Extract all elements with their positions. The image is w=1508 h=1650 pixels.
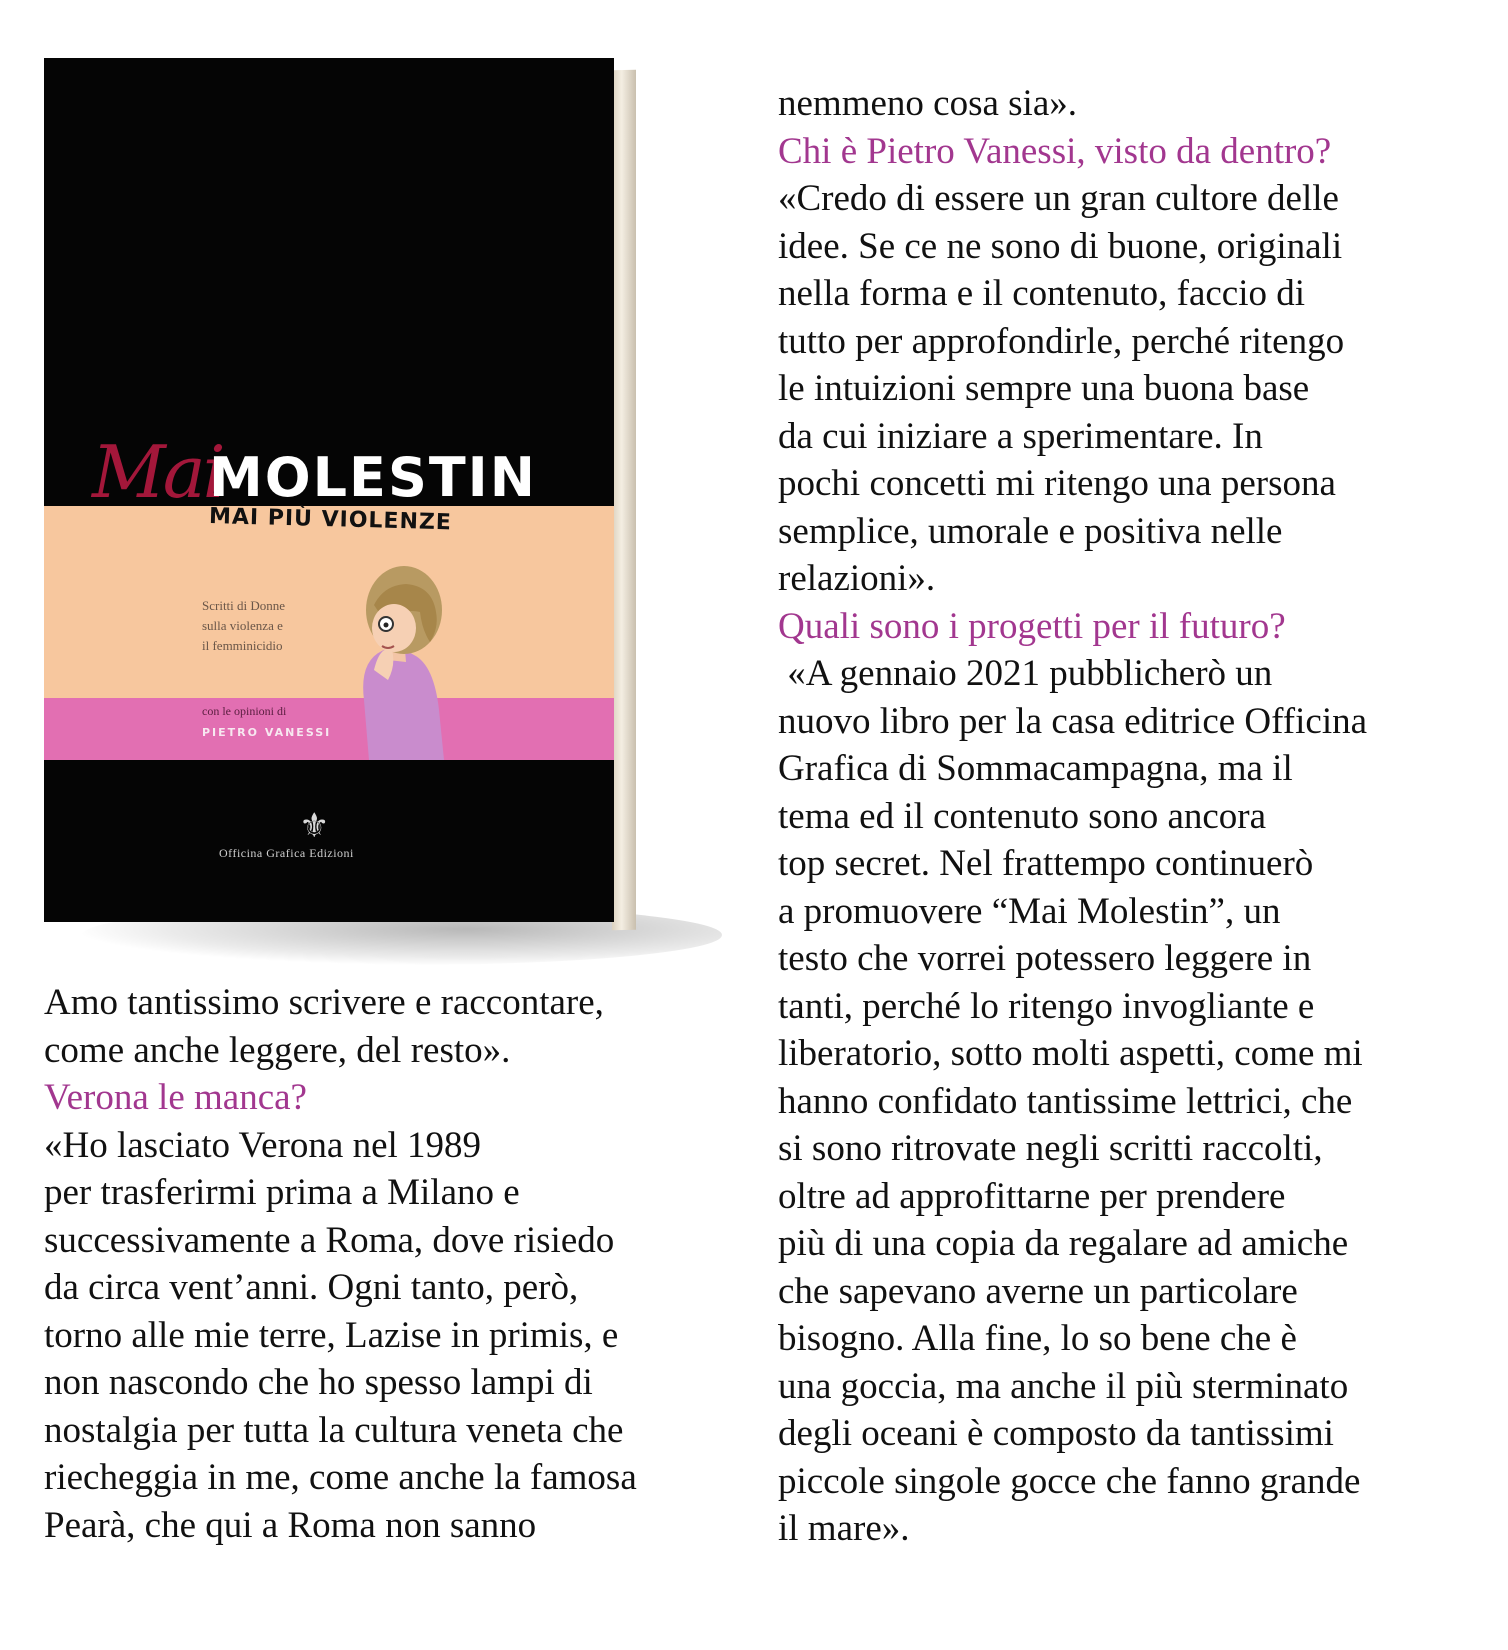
text-line: idee. Se ce ne sono di buone, originali [778,225,1343,267]
text-line: non nascondo che ho spesso lampi di [44,1362,593,1403]
text-line: pochi concetti mi ritengo una persona [778,463,1336,504]
text-line: nuovo libro per la casa editrice Officina [778,700,1368,742]
text-line: nella forma e il contenuto, faccio di [778,273,1306,314]
text-line: da cui iniziare a sperimentare. In [778,415,1263,457]
text-line: liberatorio, sotto molti aspetti, come mi [778,1033,1363,1074]
text-line: Pearà, che qui a Roma non sanno [44,1504,537,1546]
text-line: semplice, umorale e positiva nelle [778,510,1283,552]
text-line: successivamente a Roma, dove risiedo [44,1219,615,1261]
cover-subtitle: MAI PIÙ VIOLENZE [208,504,453,536]
text-line: si sono ritrovate negli scritti raccolti, [778,1128,1323,1169]
text-line: degli oceani è composto da tantissimi [778,1413,1334,1454]
interview-question: Quali sono i progetti per il futuro? [778,605,1286,647]
text-line: una goccia, ma anche il più sterminato [778,1365,1349,1407]
text-line: come anche leggere, del resto». [44,1029,511,1071]
text-line: Amo tantissimo scrivere e raccontare, [44,982,604,1023]
cover-author: PIETRO VANESSI [202,726,332,739]
text-line: che sapevano averne un particolare [778,1270,1298,1312]
text-line: nostalgia per tutta la cultura veneta che [44,1409,624,1451]
cover-blurb-line: il femminicidio [202,638,283,653]
text-line: relazioni». [778,558,936,599]
left-text-column [44,979,744,1549]
cover-blurb-line: sulla violenza e [202,618,283,633]
cover-title: MOLESTIN [209,446,537,509]
right-text-column [778,80,1498,1553]
fleur-de-lis-icon: ⚜ [299,808,330,845]
text-line: tanti, perché lo ritengo invogliante e [778,985,1315,1027]
cover-blurb [202,596,362,656]
book-page-edges [612,70,636,930]
text-line: hanno confidato tantissime lettrici, che [778,1080,1353,1122]
text-line: da circa vent’anni. Ogni tanto, però, [44,1267,579,1308]
text-line: più di una copia da regalare ad amiche [778,1223,1349,1264]
text-line: per trasferirmi prima a Milano e [44,1172,520,1213]
text-line: le intuizioni sempre una buona base [778,368,1310,409]
text-line: «Credo di essere un gran cultore delle [778,178,1339,219]
text-line: torno alle mie terre, Lazise in primis, e [44,1314,619,1356]
text-line: testo che vorrei potessero leggere in [778,938,1312,979]
woman-illustration [344,550,454,760]
text-line: riecheggia in me, come anche la famosa [44,1457,637,1498]
interview-question: Verona le manca? [44,1077,307,1118]
text-line: top secret. Nel frattempo continuerò [778,843,1314,884]
text-line: il mare». [778,1508,910,1549]
text-line: tutto per approfondirle, perché ritengo [778,320,1345,362]
cover-publisher: Officina Grafica Edizioni [219,846,354,860]
text-line: a promuovere “Mai Molestin”, un [778,890,1281,932]
cover-blurb-line: Scritti di Donne [202,598,286,613]
text-line: Grafica di Sommacampagna, ma il [778,748,1293,789]
text-line: oltre ad approfittarne per prendere [778,1175,1286,1217]
cover-small-line: con le opinioni di [202,704,287,718]
text-line: bisogno. Alla fine, lo so bene che è [778,1318,1297,1359]
text-line: nemmeno cosa sia». [778,83,1077,124]
text-line: tema ed il contenuto sono ancora [778,795,1267,837]
text-line: piccole singole gocce che fanno grande [778,1460,1361,1502]
text-line: «Ho lasciato Verona nel 1989 [44,1124,482,1166]
interview-question: Chi è Pietro Vanessi, visto da dentro? [778,130,1332,172]
text-line: «A gennaio 2021 pubblicherò un [778,653,1273,694]
book-cover-image [44,58,614,922]
book-front-cover [44,58,614,922]
cover-script-title: Mai [92,430,223,514]
